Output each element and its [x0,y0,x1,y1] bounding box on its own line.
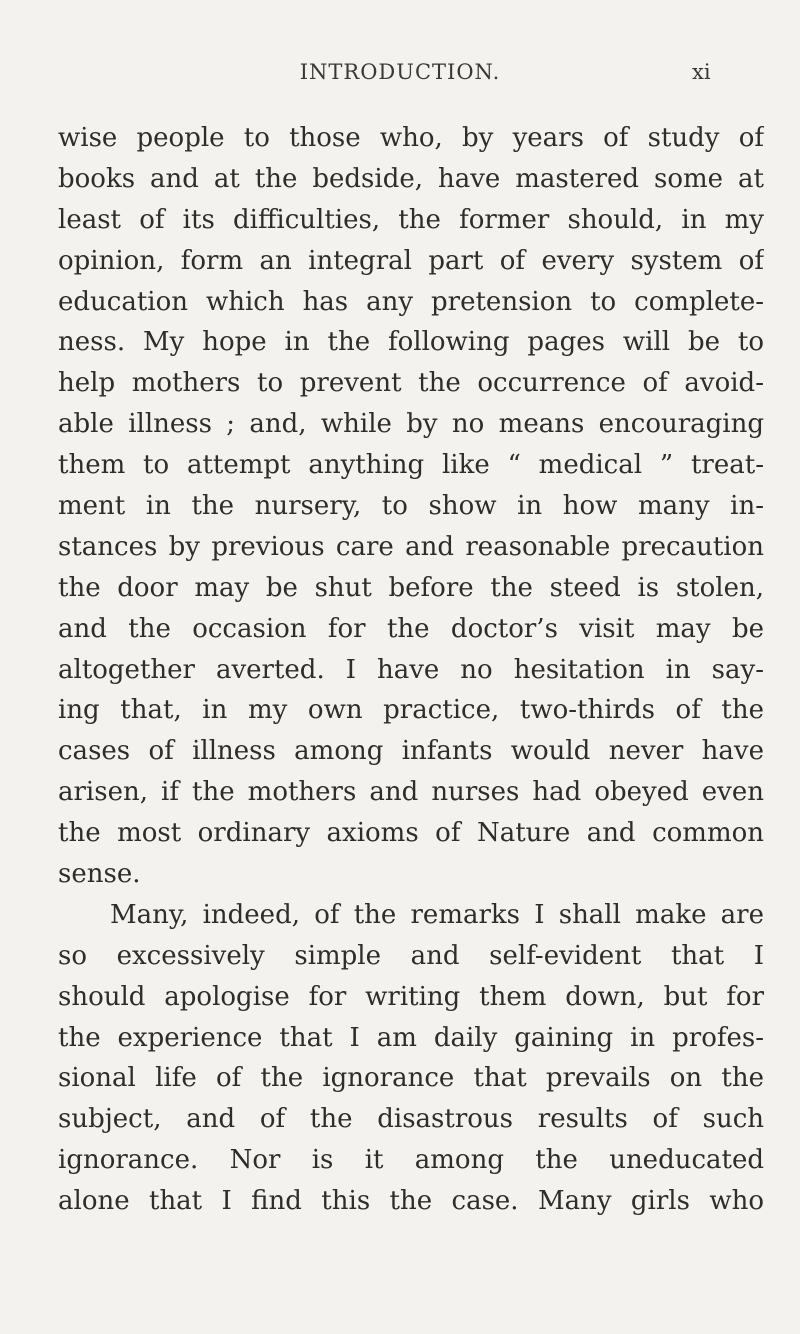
text-line: sense. [58,859,141,890]
running-head [0,60,800,90]
text-line: the experience that I am daily gaining in profes- [58,1022,764,1053]
text-line: should apologise for writing them down, but for [58,981,764,1012]
text-line: least of its difficulties, the former should, in my [58,204,764,235]
text-line: and the occasion for the doctor’s visit may be [58,613,764,644]
page-number: xi [692,60,711,84]
text-line: the door may be shut before the steed is stolen, [58,572,764,603]
text-line: subject, and of the disastrous results of such [58,1104,764,1135]
text-line: ness. My hope in the following pages will be to [58,327,764,358]
text-line: ing that, in my own practice, two-thirds of the [58,695,764,726]
text-line: stances by previous care and reasonable precaution [58,531,764,562]
text-line: so excessively simple and self-evident that I [58,940,764,971]
text-line: sional life of the ignorance that prevails on the [58,1063,764,1094]
text-line: education which has any pretension to complete- [58,286,764,317]
text-line: help mothers to prevent the occurrence of avoid- [58,368,764,399]
text-line: arisen, if the mothers and nurses had obeyed even [58,777,764,808]
text-line: wise people to those who, by years of study of [58,123,764,153]
text-line: ment in the nursery, to show in how many in- [58,491,764,522]
text-line: altogether averted. I have no hesitation in say- [58,654,764,685]
paragraph-1 [58,118,764,895]
text-line: Many, indeed, of the remarks I shall make are [110,899,764,930]
text-line: opinion, form an integral part of every system of [58,245,764,276]
paragraph-2 [58,895,764,1222]
text-line: books and at the bedside, have mastered some at [58,163,764,194]
body-text [58,118,764,1222]
text-line: cases of illness among infants would never have [58,736,764,767]
text-line: the most ordinary axioms of Nature and common [58,818,764,849]
text-line: alone that I find this the case. Many girls who [58,1186,764,1217]
text-line: ignorance. Nor is it among the uneducated [58,1145,764,1176]
text-line: able illness ; and, while by no means encouraging [58,409,764,440]
text-line: them to attempt anything like “ medical ” treat- [58,450,764,481]
running-title: INTRODUCTION. [299,60,501,84]
